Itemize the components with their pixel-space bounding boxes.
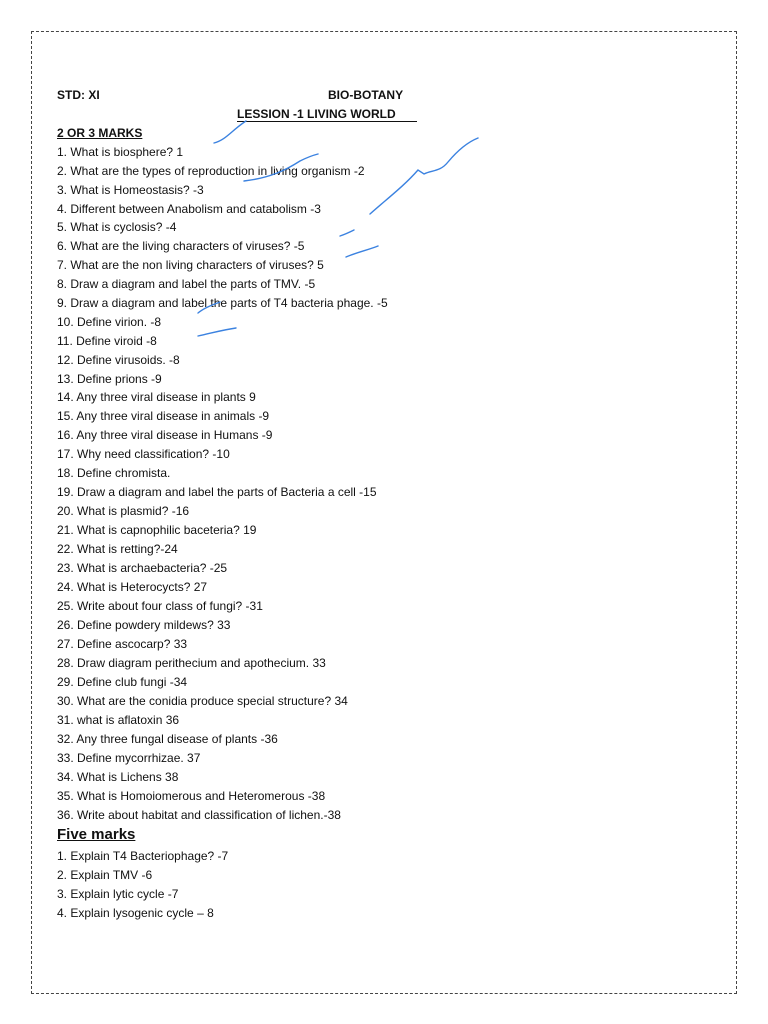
five-marks-item: 2. Explain TMV -6	[57, 868, 153, 882]
five-marks-item: 1. Explain T4 Bacteriophage? -7	[57, 849, 229, 863]
question-item: 23. What is archaebacteria? -25	[57, 561, 228, 575]
subject-title: BIO-BOTANY	[328, 88, 404, 102]
question-item: 20. What is plasmid? -16	[57, 504, 190, 518]
question-item: 16. Any three viral disease in Humans -9	[57, 428, 273, 442]
question-item: 24. What is Heterocycts? 27	[57, 580, 208, 594]
question-item: 1. What is biosphere? 1	[57, 145, 184, 159]
question-item: 2. What are the types of reproduction in living organism -2	[57, 164, 365, 178]
question-item: 18. Define chromista.	[57, 466, 171, 480]
question-item: 25. Write about four class of fungi? -31	[57, 599, 263, 613]
question-item: 28. Draw diagram perithecium and apothecium. 33	[57, 656, 326, 670]
question-item: 5. What is cyclosis? -4	[57, 220, 177, 234]
question-item: 13. Define prions -9	[57, 372, 162, 386]
lesson-title: LESSION -1 LIVING WORLD	[237, 107, 417, 122]
question-item: 15. Any three viral disease in animals -9	[57, 409, 270, 423]
section-heading-2-or-3-marks: 2 OR 3 MARKS	[57, 126, 143, 140]
question-item: 4. Different between Anabolism and catabolism -3	[57, 202, 321, 216]
question-item: 14. Any three viral disease in plants 9	[57, 390, 256, 404]
question-item: 32. Any three fungal disease of plants -36	[57, 732, 278, 746]
question-item: 11. Define viroid -8	[57, 334, 157, 348]
question-item: 33. Define mycorrhizae. 37	[57, 751, 201, 765]
question-item: 31. what is aflatoxin 36	[57, 713, 180, 727]
question-item: 8. Draw a diagram and label the parts of TMV. -5	[57, 277, 316, 291]
question-item: 3. What is Homeostasis? -3	[57, 183, 204, 197]
question-item: 6. What are the living characters of viruses? -5	[57, 239, 305, 253]
question-item: 34. What is Lichens 38	[57, 770, 179, 784]
five-marks-item: 3. Explain lytic cycle -7	[57, 887, 179, 901]
question-item: 21. What is capnophilic baceteria? 19	[57, 523, 257, 537]
five-marks-item: 4. Explain lysogenic cycle – 8	[57, 906, 214, 920]
question-item: 26. Define powdery mildews? 33	[57, 618, 231, 632]
question-item: 7. What are the non living characters of viruses? 5	[57, 258, 324, 272]
question-item: 12. Define virusoids. -8	[57, 353, 180, 367]
question-item: 29. Define club fungi -34	[57, 675, 188, 689]
question-item: 9. Draw a diagram and label the parts of T4 bacteria phage. -5	[57, 296, 388, 310]
question-item: 10. Define virion. -8	[57, 315, 162, 329]
question-item: 22. What is retting?-24	[57, 542, 178, 556]
question-item: 35. What is Homoiomerous and Heteromerous -38	[57, 789, 326, 803]
std-label: STD: XI	[57, 88, 100, 102]
question-item: 27. Define ascocarp? 33	[57, 637, 188, 651]
question-item: 36. Write about habitat and classification of lichen.-38	[57, 808, 341, 822]
section-heading-five-marks: Five marks	[57, 826, 136, 843]
question-item: 30. What are the conidia produce special structure? 34	[57, 694, 348, 708]
question-item: 17. Why need classification? -10	[57, 447, 230, 461]
question-item: 19. Draw a diagram and label the parts of Bacteria a cell -15	[57, 485, 377, 499]
